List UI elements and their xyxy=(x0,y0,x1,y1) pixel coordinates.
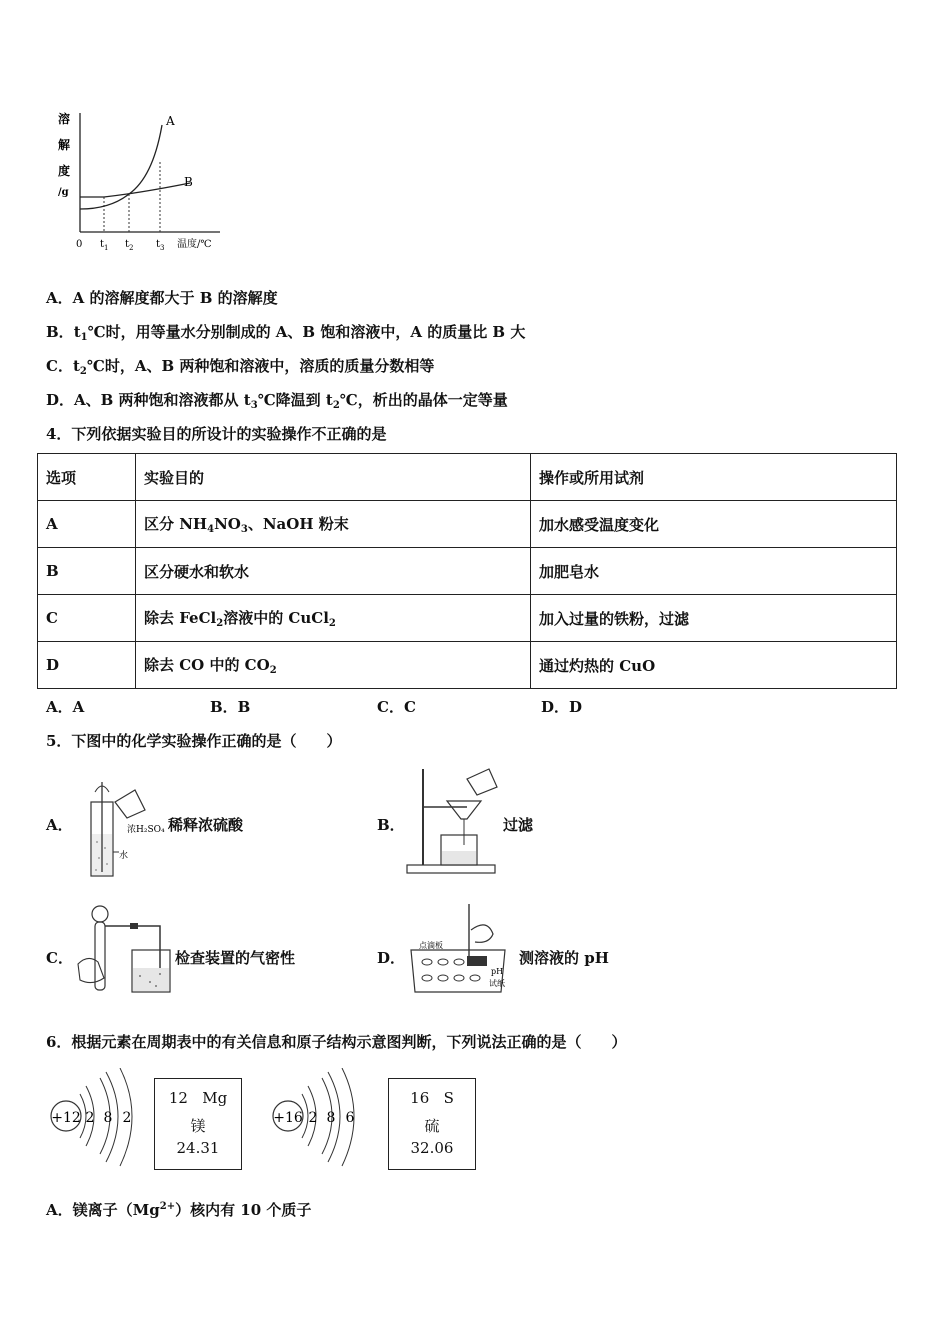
table-row: A 区分 $NH_4NO_3$、NaOH 粉末 加水感受温度变化 xyxy=(38,501,897,548)
q4-answer-c: C．C xyxy=(377,698,416,716)
q5-option-d-letter: D． xyxy=(377,949,406,967)
q5-option-b-letter: B． xyxy=(377,816,405,834)
s-shell-1: 2 xyxy=(308,1110,318,1126)
table-row: B 区分硬水和软水 加肥皂水 xyxy=(38,548,897,595)
mg-nucleus: +12 xyxy=(51,1110,81,1126)
q5-option-a-letter: A． xyxy=(46,816,73,834)
mg-shell-3: 2 xyxy=(122,1110,132,1126)
q4-stem: 4．下列依据实验目的所设计的实验操作不正确的是 xyxy=(46,425,387,443)
q5-option-d-caption: 测溶液的 pH xyxy=(519,949,609,967)
mg-number: 12 xyxy=(168,1089,188,1107)
series-b-line xyxy=(80,183,190,197)
x-axis-label: 温度/℃ xyxy=(177,239,212,250)
y-label-char-2: 解 xyxy=(58,138,71,152)
s-shell-3: 6 xyxy=(345,1110,355,1126)
table-header-row xyxy=(38,454,897,501)
header-option: 选项 xyxy=(38,454,136,501)
filtration-figure xyxy=(405,765,505,877)
q6-option-a: A．镁离子$(Mg^{2+})$核内有 10 个质子 xyxy=(46,1201,312,1219)
x-tick-t3: $t_3$ xyxy=(156,239,165,252)
mg-atom-diagram xyxy=(46,1068,146,1168)
s-number: 16 xyxy=(410,1089,430,1107)
q4-answer-a: A．A xyxy=(46,698,85,716)
q5-option-c-caption: 检查装置的气密性 xyxy=(175,949,296,967)
q3-option-a: A．A 的溶解度都大于 B 的溶解度 xyxy=(46,289,278,307)
fig-label-water: 水 xyxy=(119,851,129,861)
fig-label-acid: 浓H₂SO₄ xyxy=(127,825,165,835)
q5-option-c-letter: C． xyxy=(46,949,73,967)
q3-option-d: D．A、B 两种饱和溶液都从 $t_3℃$降温到 $t_2℃$，析出的晶体一定等量 xyxy=(46,391,508,411)
header-goal: 实验目的 xyxy=(136,454,531,501)
y-label-char-3: 度 xyxy=(58,164,71,178)
table-row: D 除去 CO 中的 $CO_2$ 通过灼热的 CuO xyxy=(38,642,897,689)
mg-shell-2: 8 xyxy=(103,1110,113,1126)
y-label-char-1: 溶 xyxy=(58,112,71,126)
fig-label-paper: 试纸 xyxy=(489,979,505,988)
fig-label-plate: 点滴板 xyxy=(419,941,443,950)
solubility-chart xyxy=(50,105,240,260)
s-atom-diagram xyxy=(270,1068,370,1168)
header-operation: 操作或所用试剂 xyxy=(531,454,897,501)
ph-figure xyxy=(405,900,520,998)
y-label-char-4: /g xyxy=(58,187,69,198)
q3-option-c: C．$t_2℃$时，A、B 两种饱和溶液中，溶质的质量分数相等 xyxy=(46,357,435,377)
mg-mass: 24.31 xyxy=(176,1139,220,1157)
table-row: C 除去 FeCl$_2$溶液中的 CuCl$_2$ 加入过量的铁粉，过滤 xyxy=(38,595,897,642)
q3-option-b: B．$t_1℃$时，用等量水分别制成的 A、B 饱和溶液中，A 的质量比 B 大 xyxy=(46,323,526,343)
q5-option-a-caption: 稀释浓硫酸 xyxy=(168,816,244,834)
mg-shell-1: 2 xyxy=(85,1110,95,1126)
dilution-figure xyxy=(75,772,170,882)
q4-table xyxy=(37,453,897,689)
s-shell-2: 8 xyxy=(326,1110,336,1126)
s-nucleus: +16 xyxy=(273,1110,303,1126)
series-a-label: A xyxy=(166,114,175,128)
q5-option-b-caption: 过滤 xyxy=(503,816,534,834)
s-name: 硫 xyxy=(424,1117,440,1135)
s-element-cell xyxy=(388,1078,476,1170)
airtight-figure xyxy=(70,902,175,997)
q5-stem: 5．下图中的化学实验操作正确的是（ ） xyxy=(46,732,342,750)
mg-name: 镁 xyxy=(190,1117,206,1135)
q6-stem: 6．根据元素在周期表中的有关信息和原子结构示意图判断，下列说法正确的是（ ） xyxy=(46,1033,627,1051)
mg-element-cell xyxy=(154,1078,242,1170)
fig-label-ph: pH xyxy=(491,967,504,976)
x-tick-t1: $t_1$ xyxy=(100,239,109,252)
q4-answer-b: B．B xyxy=(210,698,251,716)
s-mass: 32.06 xyxy=(410,1139,454,1157)
s-symbol: S xyxy=(443,1089,454,1107)
x-tick-t2: $t_2$ xyxy=(125,239,134,252)
q4-answer-d: D．D xyxy=(541,698,583,716)
mg-symbol: Mg xyxy=(202,1089,228,1107)
x-tick-0: 0 xyxy=(76,239,83,250)
series-b-label: B xyxy=(184,175,193,189)
